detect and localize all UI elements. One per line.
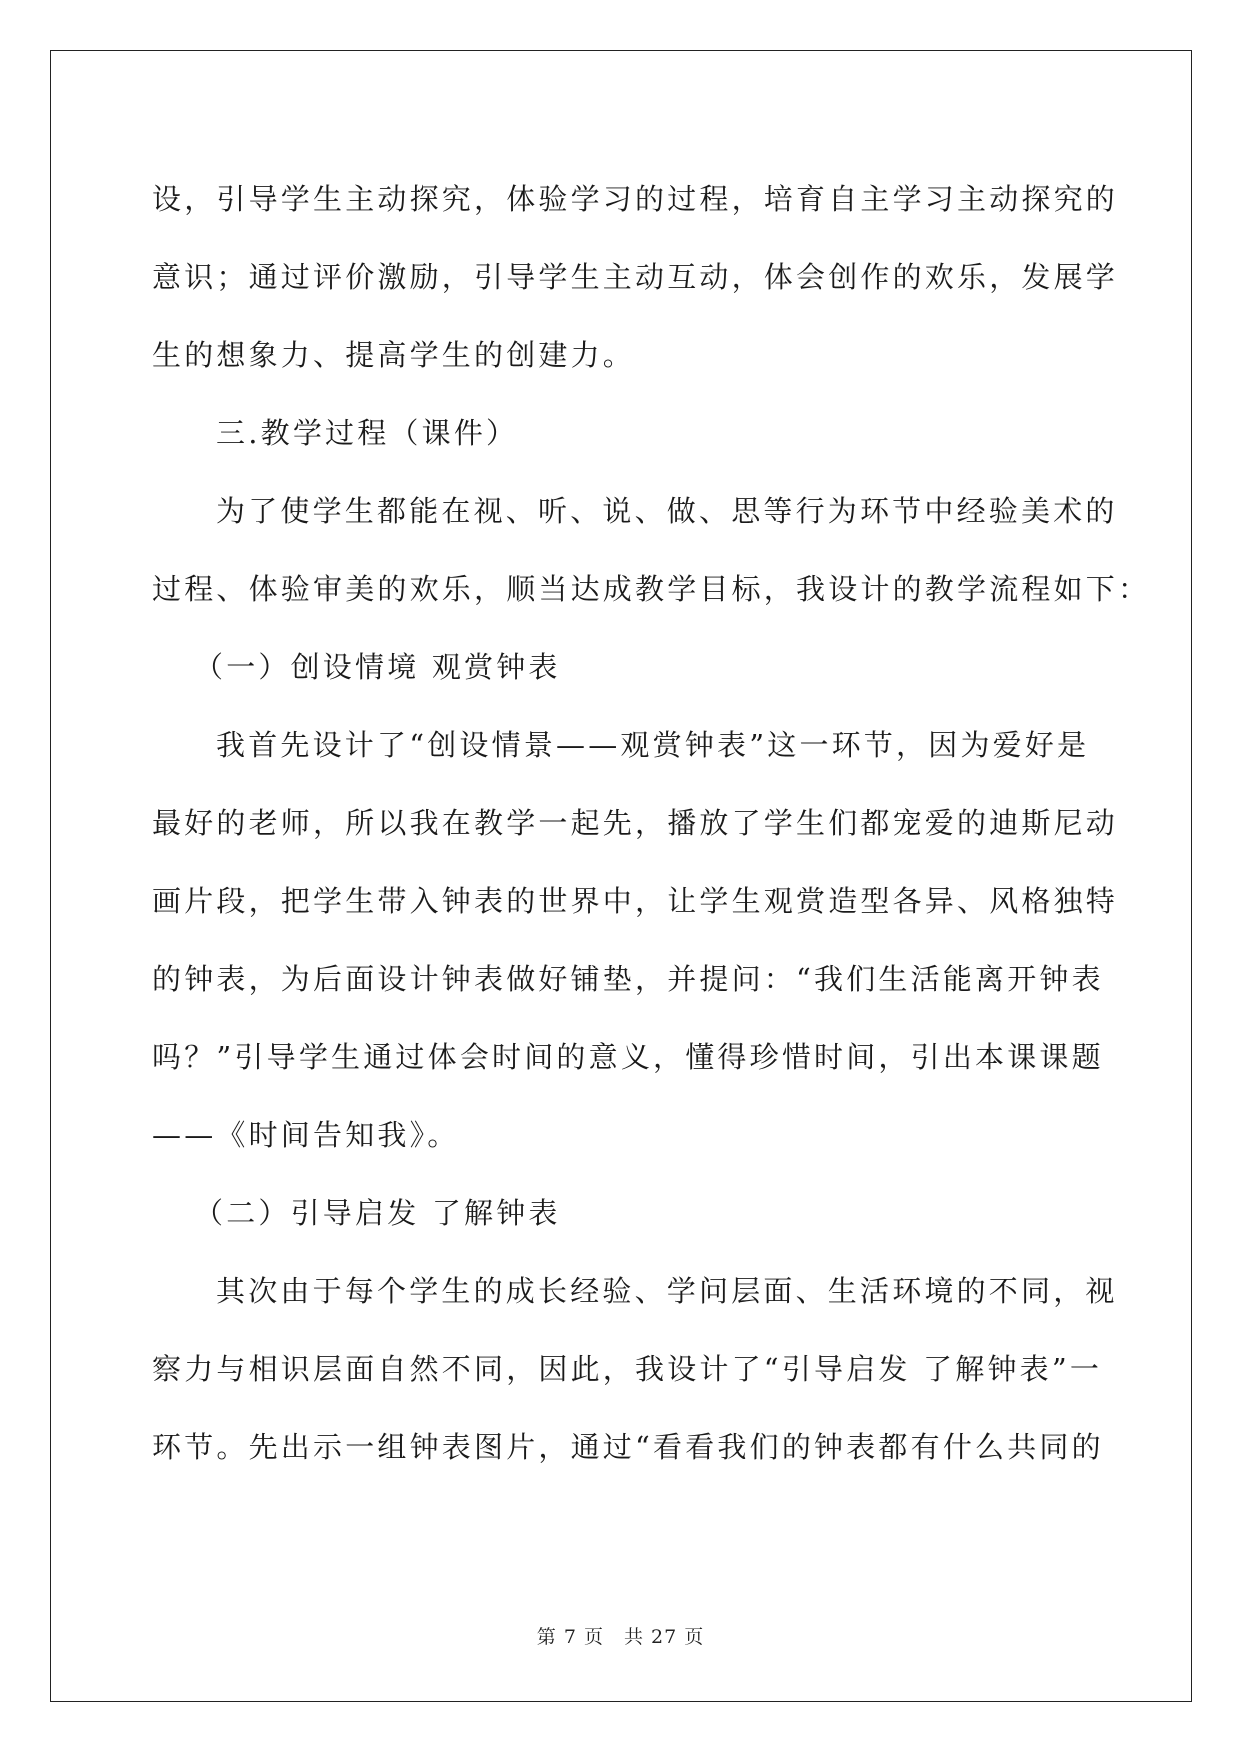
text-line-15: 其次由于每个学生的成长经验、学问层面、生活环境的不同，视 [216,1274,1118,1308]
section-heading-teaching-process: 三.教学过程（课件） [216,416,519,450]
text-line-1: 设，引导学生主动探究，体验学习的过程，培育自主学习主动探究的 [152,182,1119,216]
text-line-13: ——《时间告知我》。 [152,1118,460,1152]
document-body [152,160,1151,1486]
text-line-8: 我首先设计了“创设情景——观赏钟表”这一环节，因为爱好是 [216,728,1090,762]
text-line-11: 的钟表，为后面设计钟表做好铺垫，并提问：“我们生活能离开钟表 [152,962,1104,996]
text-line-12: 吗？”引导学生通过体会时间的意义，懂得珍惜时间，引出本课课题 [152,1040,1104,1074]
text-line-10: 画片段，把学生带入钟表的世界中，让学生观赏造型各异、风格独特 [152,884,1119,918]
text-line-16: 察力与相识层面自然不同，因此，我设计了“引导启发 了解钟表”一 [152,1352,1103,1386]
text-line-17: 环节。先出示一组钟表图片，通过“看看我们的钟表都有什么共同的 [152,1430,1104,1464]
page-number-footer: 第 7 页 共 27 页 [536,1626,705,1648]
text-line-2: 意识；通过评价激励，引导学生主动互动，体会创作的欢乐，发展学 [152,260,1119,294]
text-line-6: 过程、体验审美的欢乐，顺当达成教学目标，我设计的教学流程如下： [152,572,1151,606]
text-line-3: 生的想象力、提高学生的创建力。 [152,338,636,372]
subsection-heading-1: （一）创设情境 观赏钟表 [194,650,561,684]
text-line-9: 最好的老师，所以我在教学一起先，播放了学生们都宠爱的迪斯尼动 [152,806,1119,840]
text-line-5: 为了使学生都能在视、听、说、做、思等行为环节中经验美术的 [216,494,1118,528]
subsection-heading-2: （二）引导启发 了解钟表 [194,1196,561,1230]
